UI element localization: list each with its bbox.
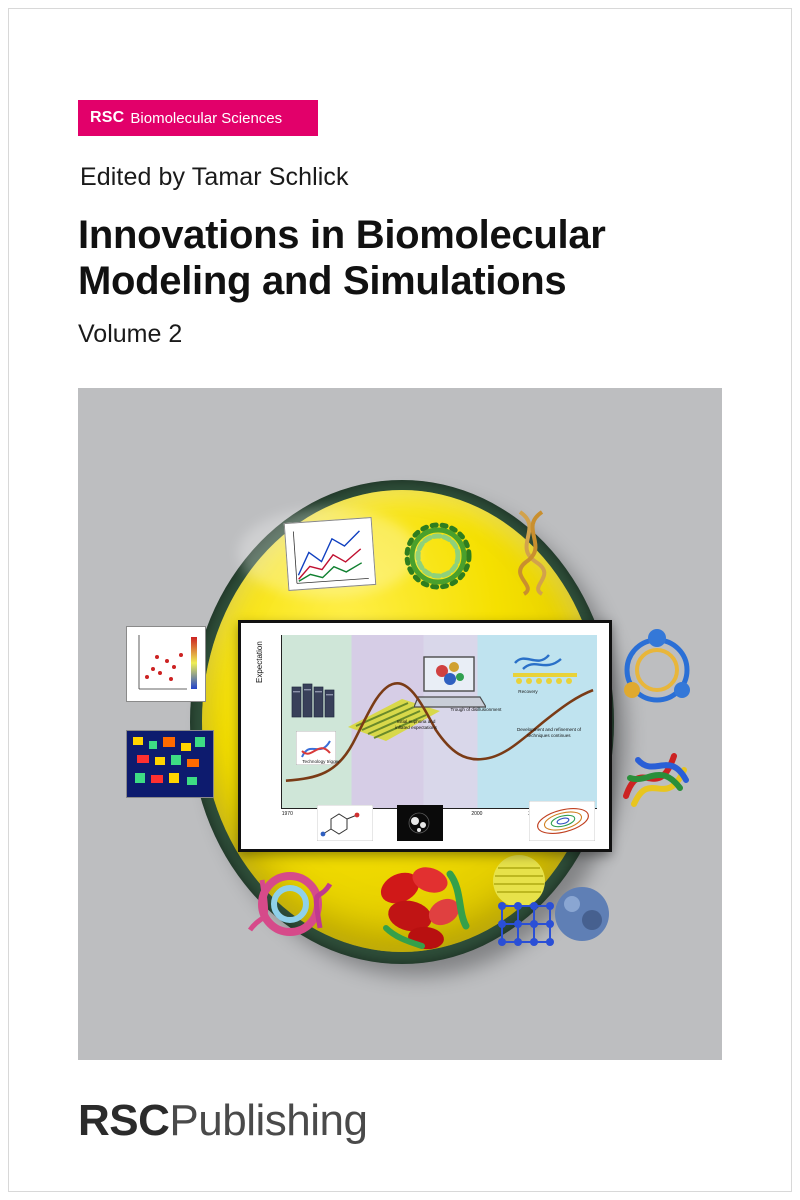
series-name: Biomolecular Sciences — [130, 109, 283, 127]
contact-map-icon — [127, 731, 213, 797]
rsc-logo-text: RSC — [90, 109, 125, 126]
cover-artwork — [78, 388, 722, 1060]
annotation-development: Development and refinement of techniques continues — [516, 727, 582, 738]
nucleosome-icon — [244, 860, 336, 946]
x-tick: 2000 — [471, 811, 483, 817]
energy-landscape-icon — [529, 801, 595, 841]
publisher-brand: RSC — [78, 1096, 170, 1145]
scatter-plot-icon — [127, 627, 205, 701]
chart-y-axis-label: Expectation — [255, 641, 264, 683]
volume-label: Volume 2 — [78, 320, 183, 348]
blue-sphere-icon — [550, 882, 614, 946]
thumbnail-line-plot — [284, 517, 377, 591]
series-banner — [78, 100, 318, 136]
thumbnail-ring-molecule — [398, 516, 478, 596]
ring-molecule-icon — [398, 516, 478, 596]
hype-cycle-inner — [247, 629, 603, 843]
title-block — [78, 212, 718, 349]
chemical-structure-icon — [317, 805, 373, 841]
thumbnail-contact-map — [126, 730, 214, 798]
thumbnail-ribbon-protein — [614, 734, 698, 818]
thumbnail-red-protein — [366, 854, 476, 954]
dark-simulation-icon — [397, 805, 443, 841]
ribbon-protein-icon — [614, 734, 698, 818]
publisher-word: Publishing — [169, 1096, 368, 1145]
protein-complex-icon — [618, 626, 696, 716]
chart-plot-area — [281, 635, 597, 809]
annotation-trough: Trough of disillusionment — [450, 707, 502, 712]
publisher-logo — [78, 1096, 367, 1146]
book-title: Innovations in Biomolecular Modeling and Simulations — [78, 213, 606, 303]
thumbnail-nucleosome — [244, 860, 336, 946]
x-tick: 1970 — [281, 811, 293, 817]
thumbnail-blue-sphere — [550, 882, 614, 946]
annotation-initial-euphoria: Initial euphoria and inflated expectations — [395, 719, 437, 730]
hype-cycle-figure — [238, 620, 612, 852]
annotation-technology-trigger: Technology trigger — [302, 759, 340, 764]
thumbnail-scatter-plot — [126, 626, 206, 702]
editor-line: Edited by Tamar Schlick — [80, 163, 349, 191]
thumbnail-dna-helix — [502, 506, 572, 596]
hype-curve — [282, 635, 597, 789]
thumbnail-protein-complex-right — [618, 626, 696, 716]
dna-helix-icon — [502, 506, 572, 596]
red-protein-icon — [366, 854, 476, 954]
line-plot-icon — [285, 518, 375, 590]
annotation-recovery: Recovery — [518, 689, 538, 694]
